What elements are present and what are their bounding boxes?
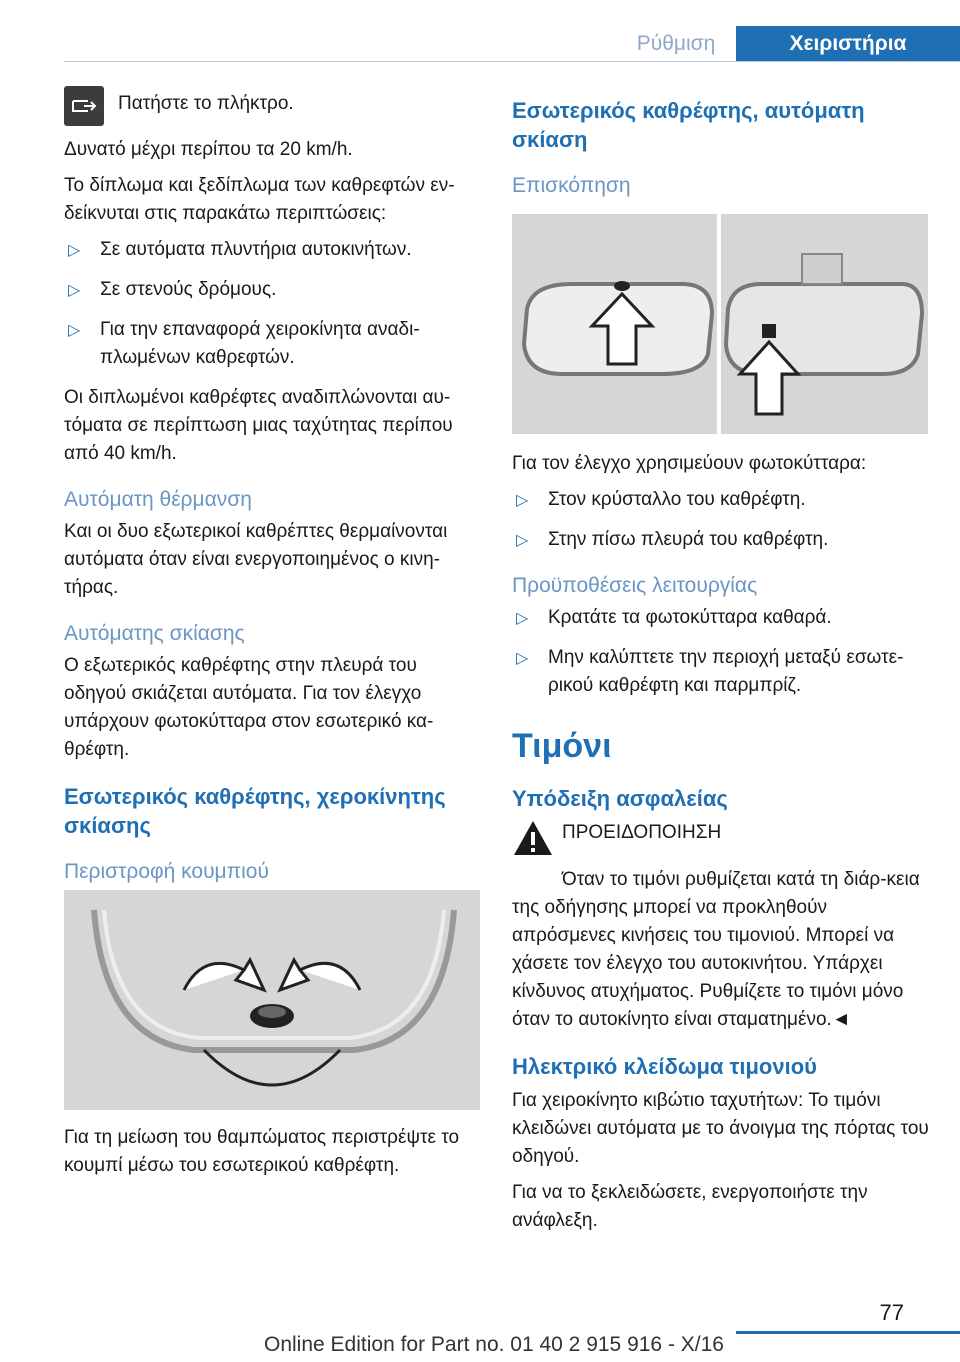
mirror-fold-button-icon <box>64 86 104 126</box>
overview-heading: Επισκόπηση <box>512 174 631 197</box>
left-column <box>64 86 484 1188</box>
list-item: ▷ Στον κρύσταλλο του καθρέφτη. <box>512 486 930 514</box>
fold-cases-list <box>64 236 484 372</box>
list-item: ▷ Κρατάτε τα φωτοκύτταρα καθαρά. <box>512 604 930 632</box>
auto-unfold-text: Οι διπλωμένοι καθρέφτες αναδιπλώνονται αυ‐τόματα σε περίπτωση μιας ταχύτητας περίπου από 40 km/h. <box>64 387 453 464</box>
list-item: ▷ Στην πίσω πλευρά του καθρέφτη. <box>512 526 930 554</box>
heating-heading: Αυτόματη θέρμανση <box>64 488 252 511</box>
conditions-heading: Προϋποθέσεις λειτουργίας <box>512 574 758 597</box>
fold-intro-text: Το δίπλωμα και ξεδίπλωμα των καθρεφτών εν‐δείκνυται στις παρακάτω περιπτώσεις: <box>64 175 455 224</box>
page-header <box>0 0 960 62</box>
triangle-bullet-icon: ▷ <box>68 322 81 339</box>
triangle-bullet-icon: ▷ <box>68 242 81 259</box>
triangle-bullet-icon: ▷ <box>68 282 81 299</box>
triangle-bullet-icon: ▷ <box>516 650 529 667</box>
manual-mirror-heading: Εσωτερικός καθρέφτης, χεροκίνητης σκίασης <box>64 784 446 838</box>
footer-rule <box>736 1331 960 1334</box>
lock-heading: Ηλεκτρικό κλείδωμα τιμονιού <box>512 1054 817 1079</box>
conditions-list <box>512 604 930 700</box>
knob-heading: Περιστροφή κουμπιού <box>64 860 269 883</box>
warning-title: ΠΡΟΕΙΔΟΠΟΙΗΣΗ <box>562 822 722 843</box>
header-rule <box>64 61 960 62</box>
list-item: ▷ Σε αυτόματα πλυντήρια αυτοκινήτων. <box>64 236 484 264</box>
auto-mirror-heading: Εσωτερικός καθρέφτης, αυτόματη σκίαση <box>512 98 865 152</box>
list-item: ▷ Σε στενούς δρόμους. <box>64 276 484 304</box>
dimming-text: Ο εξωτερικός καθρέφτης στην πλευρά του οδηγού σκιάζεται αυτόματα. Για τον έλεγχο υπάρχουν φωτοκύτταρα στον εσωτερικό κα‐θρέφτη. <box>64 655 434 760</box>
press-button-text: Πατήστε το πλήκτρο. <box>118 93 294 114</box>
photocell-intro: Για τον έλεγχο χρησιμεύουν φωτοκύτταρα: <box>512 453 867 474</box>
page-number: 77 <box>879 1300 904 1325</box>
dimming-heading: Αυτόματης σκίασης <box>64 622 245 645</box>
lock-text-2: Για να το ξεκλειδώσετε, ενεργοποιήστε την ανάφλεξη. <box>512 1182 868 1231</box>
press-button-row <box>64 86 484 126</box>
header-chapter-tab: Χειριστήρια <box>736 26 960 62</box>
edition-footer: Online Edition for Part no. 01 40 2 915 916 - X/16 <box>264 1333 724 1356</box>
warning-text: Όταν το τιμόνι ρυθμίζεται κατά τη διάρ‐κεια της οδήγησης μπορεί να προκληθούν απρόσμενες κινήσεις του τιμονιού. Μπορεί να χάσετε τον έλεγχο του αυτοκινήτου. Υπάρχει κίνδυνος ατυχήματος. Ρυθμίζετε το τιμόνι μόνο όταν το αυτοκίνητο είναι σταματημένο.◄ <box>512 869 920 1030</box>
triangle-bullet-icon: ▷ <box>516 532 529 549</box>
list-item: ▷ Για την επαναφορά χειροκίνητα αναδι‐πλωμένων καθρεφτών. <box>68 319 420 368</box>
right-column <box>512 86 930 1243</box>
safety-heading: Υπόδειξη ασφαλείας <box>512 786 728 811</box>
triangle-bullet-icon: ▷ <box>516 610 529 627</box>
photocell-figure <box>512 214 928 434</box>
list-item: ▷ Μην καλύπτετε την περιοχή μεταξύ εσωτε‐ρικού καθρέφτη και παρμπρίζ. <box>516 647 904 696</box>
photocell-list <box>512 486 930 554</box>
triangle-bullet-icon: ▷ <box>516 492 529 509</box>
header-section-tab: Ρύθμιση <box>636 32 716 55</box>
knob-text: Για τη μείωση του θαμπώματος περιστρέψτε το κουμπί μέσω του εσωτερικού καθρέφτη. <box>64 1127 460 1176</box>
warning-block <box>512 819 930 862</box>
steering-wheel-heading: Τιμόνι <box>512 727 612 765</box>
knob-figure <box>64 890 480 1110</box>
speed-limit-text: Δυνατό μέχρι περίπου τα 20 km/h. <box>64 139 353 160</box>
lock-text-1: Για χειροκίνητο κιβώτιο ταχυτήτων: Το τιμόνι κλειδώνει αυτόματα με το άνοιγμα της πόρτας του οδηγού. <box>512 1090 929 1167</box>
warning-triangle-icon <box>512 819 554 862</box>
heating-text: Και οι δυο εξωτερικοί καθρέπτες θερμαίνονται αυτόματα όταν είναι ενεργοποιημένος ο κινη‐τήρας. <box>64 521 448 598</box>
